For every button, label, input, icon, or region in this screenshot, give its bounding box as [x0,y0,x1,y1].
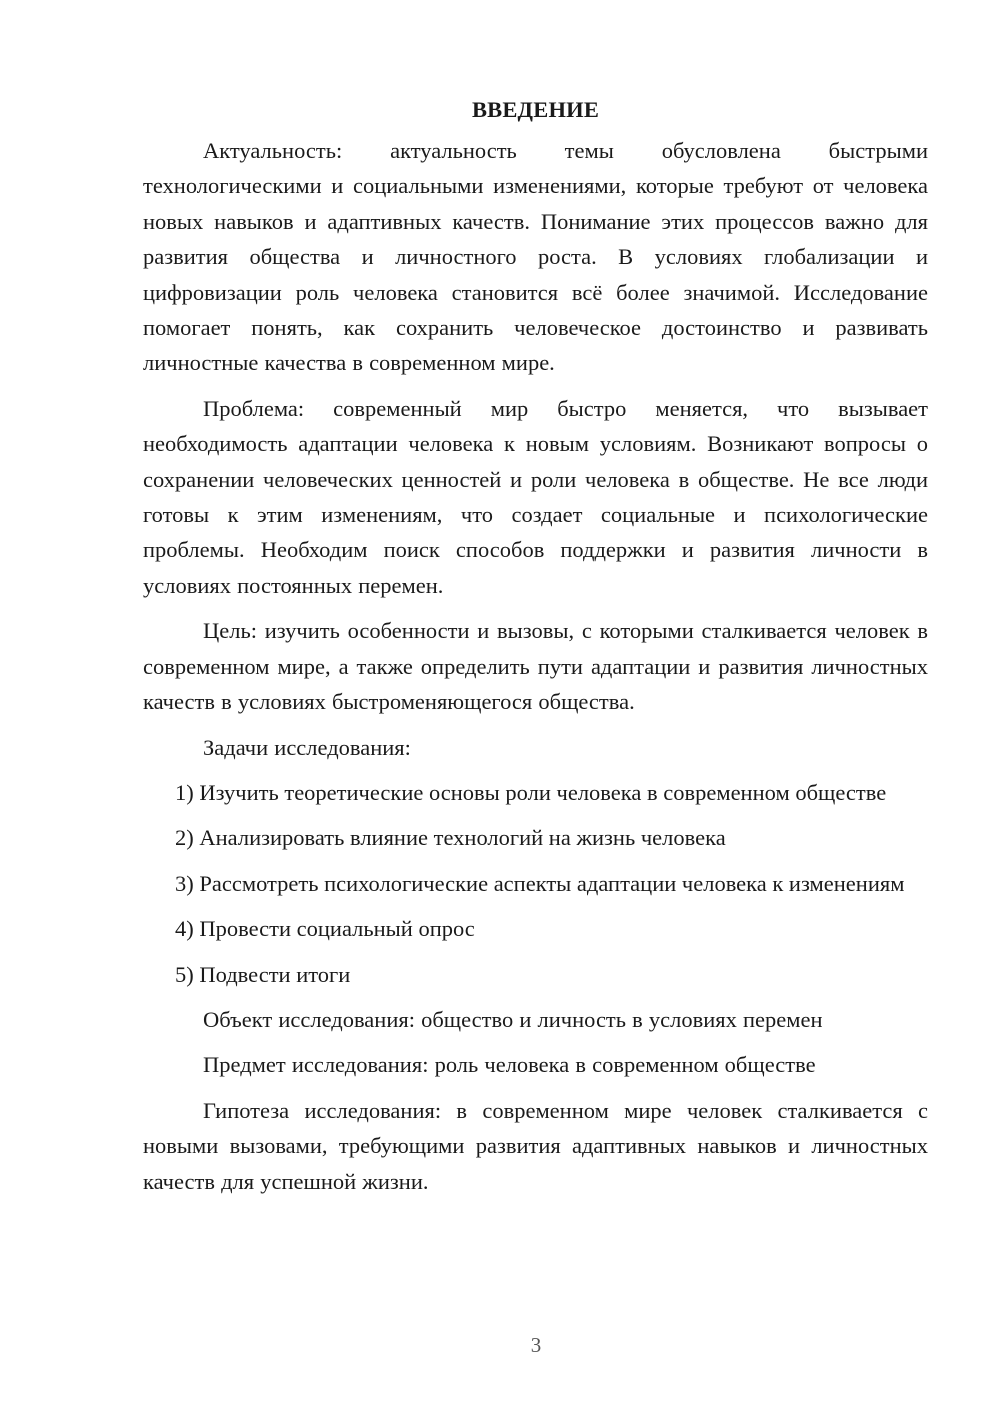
task-item-3: 3) Рассмотреть психологические аспекты адаптации человека к изменениям [175,870,905,896]
task-item-4: 4) Провести социальный опрос [175,916,475,942]
problem-paragraph: Проблема: современный мир быстро меняется, что вызывает необходимость адаптации человека к новым условиям. Возникают вопросы о сохранении человеческих ценностей и роли человека в обществе. Не все люди готовы к этим изменениям, что создает социальные и психологические проблемы. Необходим поиск способов поддержки и развития личности в условиях постоянных перемен. [143,395,928,598]
research-object: Объект исследования: общество и личность в условиях перемен [203,1006,823,1032]
task-item-1: 1) Изучить теоретические основы роли человека в современном обществе [175,779,887,805]
goal-paragraph: Цель: изучить особенности и вызовы, с которыми сталкивается человек в современном мире, а также определить пути адаптации и развития личностных качеств в условиях быстроменяющегося общества. [143,618,928,715]
research-hypothesis: Гипотеза исследования: в современном мире человек сталкивается с новыми вызовами, требующими развития адаптивных навыков и личностных качеств для успешной жизни. [143,1097,928,1194]
task-item-5: 5) Подвести итоги [175,961,351,987]
document-page [143,92,928,1209]
page-number: 3 [530,1333,542,1357]
research-subject: Предмет исследования: роль человека в современном обществе [203,1052,816,1078]
relevance-paragraph: Актуальность: актуальность темы обусловлена быстрыми технологическими и социальными изменениями, которые требуют от человека новых навыков и адаптивных качеств. Понимание этих процессов важно для развития общества и личностного роста. В условиях глобализации и цифровизации роль человека становится всё более значимой. Исследование помогает понять, как сохранить человеческое достоинство и развивать личностные качества в современном мире. [143,138,928,376]
page-title: ВВЕДЕНИЕ [471,97,600,122]
tasks-heading: Задачи исследования: [203,734,411,760]
task-item-2: 2) Анализировать влияние технологий на жизнь человека [175,825,726,851]
